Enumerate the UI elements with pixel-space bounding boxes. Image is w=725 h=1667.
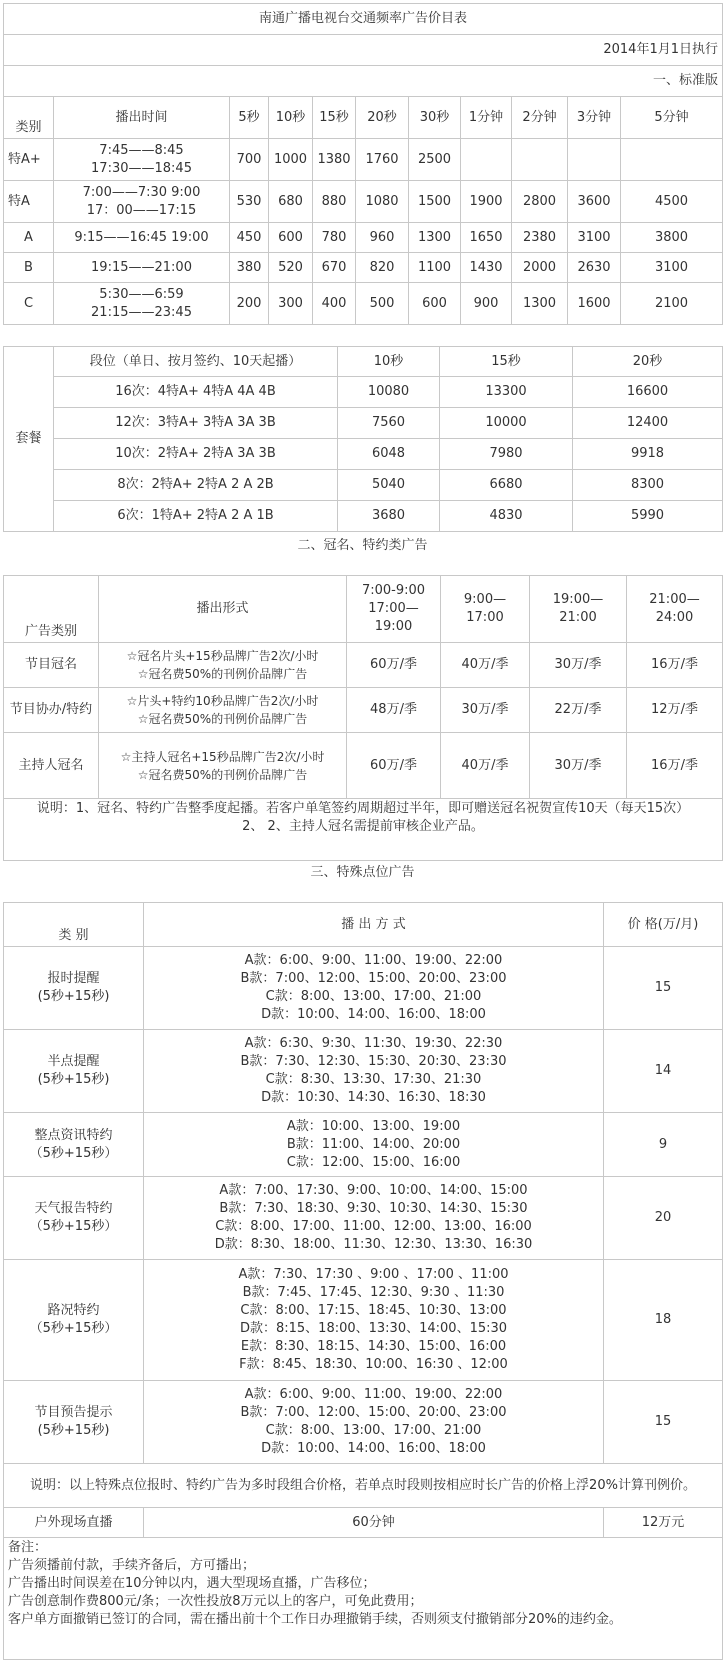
price-cell: 60万/季 [347,733,441,799]
price-cell: 7980 [440,439,573,470]
sponsor-category: 主持人冠名 [4,733,99,799]
time-cell: 7:00——7:30 9:00 17：00——17:15 [54,181,230,223]
remarks: 备注： 广告须播前付款，手续齐备后，方可播出； 广告播出时间误差在10分钟以内，遇大型现场直播，广告移位； 广告创意制作费800元/条；一次性投放8万元以上的客户，可免此费用； 客户单方面撤销已签订的合同，需在播出前十个工作日办理撤销手续，否则须支付撤销部分20%的违约金。 [4,1538,723,1660]
price-cell: 600 [269,223,313,253]
price-cell: 4500 [621,181,723,223]
price-cell: 6680 [440,470,573,501]
sponsor-note-2: 2、 2、主持人冠名需提前审核企业产品。 [242,819,484,834]
price-cell: 15 [604,1381,723,1464]
price-cell: 600 [409,283,461,325]
header-15s: 15秒 [313,97,356,139]
sponsor-notes-row [4,799,723,861]
special-note-row [4,1464,723,1508]
header-30s: 30秒 [409,97,461,139]
sponsor-category: 节目协办/特约 [4,688,99,733]
price-cell: 400 [313,283,356,325]
package-desc: 12次：3特A+ 3特A 3A 3B [54,408,338,439]
special-header-row [4,903,723,947]
price-cell: 12万/季 [627,688,723,733]
table-row [4,408,723,439]
standard-rate-table [3,3,723,325]
category-cell: 特A+ [4,139,54,181]
sponsor-header-slot3: 19:00— 21:00 [530,576,627,643]
time-cell: 7:45——8:45 17:30——18:45 [54,139,230,181]
table-row [4,223,723,253]
header-10s: 10秒 [269,97,313,139]
price-cell: 40万/季 [441,643,530,688]
sponsor-header-slot2: 9:00— 17:00 [441,576,530,643]
price-cell: 200 [230,283,269,325]
price-cell: 2380 [512,223,568,253]
table-row [4,1381,723,1464]
price-cell: 10080 [338,377,440,408]
price-cell: 1650 [461,223,512,253]
header-3min: 3分钟 [568,97,621,139]
header-20s: 20秒 [356,97,409,139]
price-cell: 12400 [573,408,723,439]
price-cell: 20 [604,1177,723,1260]
special-category: 报时提醒 (5秒+15秒) [4,947,144,1030]
price-cell: 1900 [461,181,512,223]
price-cell: 880 [313,181,356,223]
price-cell: 2800 [512,181,568,223]
price-cell: 960 [356,223,409,253]
sponsor-form: ☆冠名片头+15秒品牌广告2次/小时 ☆冠名费50%的刊例价品牌广告 [99,643,347,688]
price-cell: 30万/季 [441,688,530,733]
table-row [4,439,723,470]
price-cell: 2100 [621,283,723,325]
sponsor-header-form: 播出形式 [99,576,347,643]
price-cell: 1380 [313,139,356,181]
table-row [4,377,723,408]
live-row [4,1508,723,1538]
special-category: 路况特约 （5秒+15秒） [4,1260,144,1381]
sponsor-header-category: 广告类别 [4,576,99,643]
table-row [4,181,723,223]
price-cell: 530 [230,181,269,223]
sponsor-header-slot1: 7:00-9:00 17:00— 19:00 [347,576,441,643]
remarks-row [4,1538,723,1660]
live-label: 户外现场直播 [4,1508,144,1538]
category-cell: B [4,253,54,283]
price-cell: 1300 [512,283,568,325]
price-cell: 1500 [409,181,461,223]
price-cell: 40万/季 [441,733,530,799]
price-cell: 8300 [573,470,723,501]
package-header-row [4,347,723,377]
price-cell: 380 [230,253,269,283]
price-cell: 1430 [461,253,512,283]
price-cell: 900 [461,283,512,325]
table-row [4,253,723,283]
special-header-price: 价 格(万/月) [604,903,723,947]
price-cell: 2000 [512,253,568,283]
time-cell: 5:30——6:59 21:15——23:45 [54,283,230,325]
category-cell: 特A [4,181,54,223]
package-table [3,346,723,532]
sponsor-form: ☆主持人冠名+15秒品牌广告2次/小时 ☆冠名费50%的刊例价品牌广告 [99,733,347,799]
price-cell: 3100 [621,253,723,283]
header-category: 类别 [4,97,54,139]
price-cell: 780 [313,223,356,253]
section2-label: 二、冠名、特约类广告 [297,538,428,553]
price-cell: 680 [269,181,313,223]
price-cell: 16万/季 [627,643,723,688]
live-price: 12万元 [604,1508,723,1538]
time-cell: 9:15——16:45 19:00 [54,223,230,253]
table-row [4,733,723,799]
price-cell: 1080 [356,181,409,223]
table-row [4,947,723,1030]
price-cell [461,139,512,181]
special-mode: A款：7:30、17:30 、9:00 、17:00 、11:00 B款：7:45、17:45、12:30、9:30 、11:30 C款：8:00、17:15、18:45、10:30、13:00 D款：8:15、18:00、13:30、14:00、15:30 E款：8:30、18:15、14:30、15:00、16:00 F款：8:45、18:30、10:00、16:30 、12:00 [144,1260,604,1381]
price-cell: 60万/季 [347,643,441,688]
price-cell: 3600 [568,181,621,223]
price-cell: 14 [604,1030,723,1113]
special-mode: A款：7:00、17:30、9:00、10:00、14:00、15:00 B款：7:30、18:30、9:30、10:30、14:30、15:30 C款：8:00、17:00、11:00、12:00、13:00、16:00 D款：8:30、18:00、11:30、12:30、13:30、16:30 [144,1177,604,1260]
price-cell: 5990 [573,501,723,532]
special-category: 天气报告特约 （5秒+15秒） [4,1177,144,1260]
price-cell: 450 [230,223,269,253]
sponsor-category: 节目冠名 [4,643,99,688]
special-slot-table [3,902,723,1660]
price-cell: 7560 [338,408,440,439]
package-header-15s: 15秒 [440,347,573,377]
price-cell: 48万/季 [347,688,441,733]
price-cell: 15 [604,947,723,1030]
price-cell: 700 [230,139,269,181]
table-row [4,501,723,532]
price-cell: 4830 [440,501,573,532]
table-row [4,1030,723,1113]
header-time: 播出时间 [54,97,230,139]
price-cell: 2630 [568,253,621,283]
price-cell: 22万/季 [530,688,627,733]
sponsor-form: ☆片头+特约10秒品牌广告2次/小时 ☆冠名费50%的刊例价品牌广告 [99,688,347,733]
price-cell: 500 [356,283,409,325]
price-cell: 10000 [440,408,573,439]
standard-header-row [4,97,723,139]
price-cell: 1600 [568,283,621,325]
page-title: 南通广播电视台交通频率广告价目表 [4,4,723,35]
price-cell [512,139,568,181]
table-row [4,1260,723,1381]
price-cell: 13300 [440,377,573,408]
live-duration: 60分钟 [144,1508,604,1538]
price-cell: 9 [604,1113,723,1177]
section3-label: 三、特殊点位广告 [310,865,415,880]
special-header-mode: 播 出 方 式 [144,903,604,947]
price-cell: 2500 [409,139,461,181]
price-cell: 1000 [269,139,313,181]
price-cell: 1760 [356,139,409,181]
package-desc: 10次：2特A+ 2特A 3A 3B [54,439,338,470]
header-5s: 5秒 [230,97,269,139]
sponsor-note-1: 说明：1、冠名、特约广告整季度起播。若客户单笔签约周期超过半年，即可赠送冠名祝贺宣传10天（每天15次） [36,801,690,816]
table-row [4,470,723,501]
time-cell: 19:15——21:00 [54,253,230,283]
price-cell: 3800 [621,223,723,253]
price-cell: 6048 [338,439,440,470]
package-label: 套餐 [4,347,54,532]
header-1min: 1分钟 [461,97,512,139]
special-mode: A款：10:00、13:00、19:00 B款：11:00、14:00、20:00 C款：12:00、15:00、16:00 [144,1113,604,1177]
special-note: 说明：以上特殊点位报时、特约广告为多时段组合价格，若单点时段则按相应时长广告的价格上浮20%计算刊例价。 [4,1464,723,1508]
special-mode: A款：6:00、9:00、11:00、19:00、22:00 B款：7:00、12:00、15:00、20:00、23:00 C款：8:00、13:00、17:00、21:00 D款：10:00、14:00、16:00、18:00 [144,1381,604,1464]
table-row [4,139,723,181]
table-row [4,1113,723,1177]
package-desc: 6次：1特A+ 2特A 2 A 1B [54,501,338,532]
price-cell [621,139,723,181]
special-category: 整点资讯特约 （5秒+15秒） [4,1113,144,1177]
price-cell [568,139,621,181]
package-desc: 16次：4特A+ 4特A 4A 4B [54,377,338,408]
package-desc: 8次：2特A+ 2特A 2 A 2B [54,470,338,501]
table-row [4,643,723,688]
price-cell: 30万/季 [530,643,627,688]
price-cell: 5040 [338,470,440,501]
special-mode: A款：6:30、9:30、11:30、19:30、22:30 B款：7:30、12:30、15:30、20:30、23:30 C款：8:30、13:30、17:30、21:30 D款：10:30、14:30、16:30、18:30 [144,1030,604,1113]
price-cell: 1300 [409,223,461,253]
sponsor-header-row [4,576,723,643]
table-row [4,1177,723,1260]
special-header-category: 类 别 [4,903,144,947]
price-cell: 16600 [573,377,723,408]
category-cell: C [4,283,54,325]
price-cell: 520 [269,253,313,283]
price-cell: 1100 [409,253,461,283]
price-cell: 16万/季 [627,733,723,799]
package-header-desc: 段位（单日、按月签约、10天起播） [54,347,338,377]
package-header-10s: 10秒 [338,347,440,377]
price-cell: 30万/季 [530,733,627,799]
special-category: 节目预告提示 (5秒+15秒) [4,1381,144,1464]
table-row [4,688,723,733]
price-cell: 820 [356,253,409,283]
header-2min: 2分钟 [512,97,568,139]
price-cell: 670 [313,253,356,283]
effective-date: 2014年1月1日执行 [4,35,723,66]
sponsor-header-slot4: 21:00— 24:00 [627,576,723,643]
package-header-20s: 20秒 [573,347,723,377]
special-category: 半点提醒 (5秒+15秒) [4,1030,144,1113]
section1-label: 一、标准版 [4,66,723,97]
special-mode: A款：6:00、9:00、11:00、19:00、22:00 B款：7:00、12:00、15:00、20:00、23:00 C款：8:00、13:00、17:00、21:00 D款：10:00、14:00、16:00、18:00 [144,947,604,1030]
price-cell: 3100 [568,223,621,253]
package-section [3,346,722,540]
price-cell: 18 [604,1260,723,1381]
price-cell: 9918 [573,439,723,470]
table-row [4,283,723,325]
price-cell: 3680 [338,501,440,532]
header-5min: 5分钟 [621,97,723,139]
sponsor-table [3,575,723,861]
category-cell: A [4,223,54,253]
price-cell: 300 [269,283,313,325]
